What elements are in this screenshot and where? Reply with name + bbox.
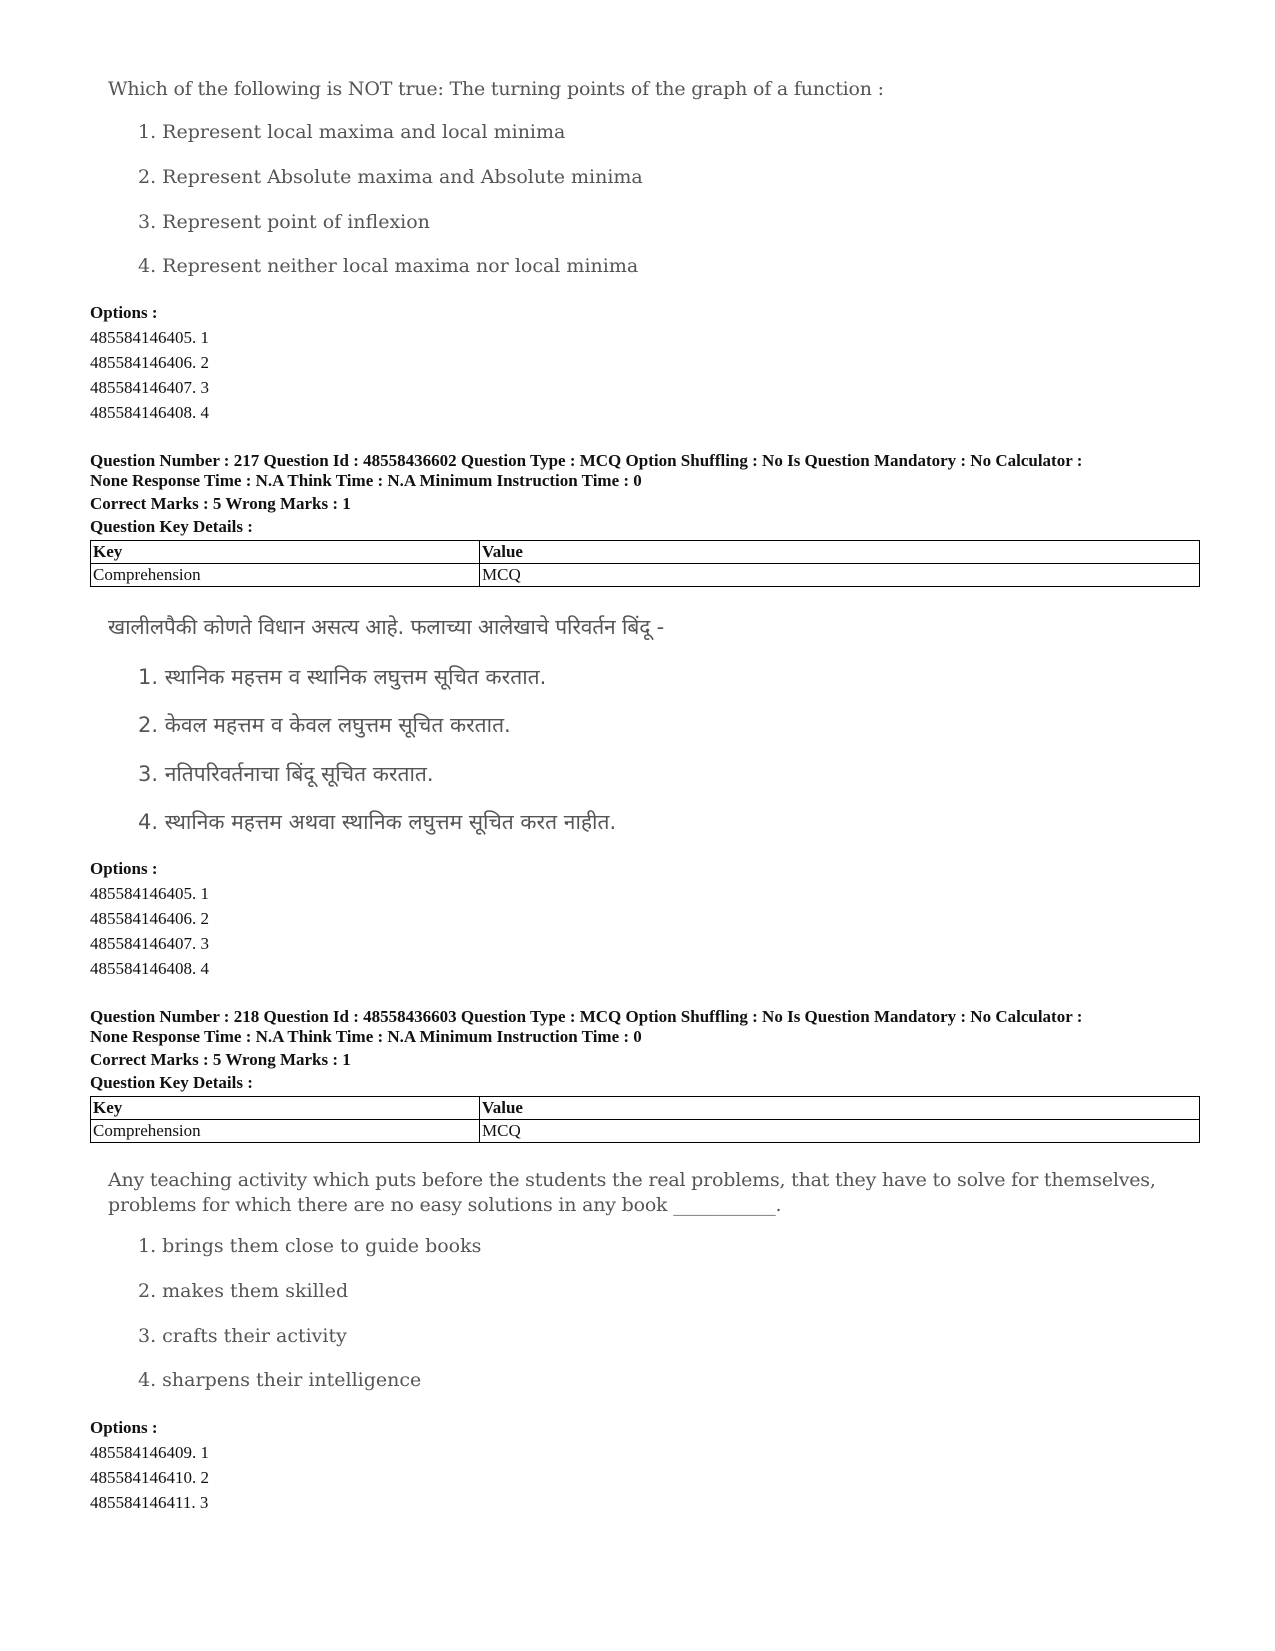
table-row <box>91 564 1200 587</box>
options-label: Options : <box>90 303 158 322</box>
question-option: 2. Represent Absolute maxima and Absolute minima <box>138 166 643 188</box>
marks-line: Correct Marks : 5 Wrong Marks : 1 <box>90 1050 351 1069</box>
question-option: 4. Represent neither local maxima nor local minima <box>138 255 639 277</box>
key-details-label: Question Key Details : <box>90 1073 253 1092</box>
question-info-line: Question Number : 217 Question Id : 48558436602 Question Type : MCQ Option Shuffling : No Is Question Mandatory : No Calculator : <box>90 451 1083 470</box>
table-header-row <box>91 541 1200 564</box>
question-option: 1. Represent local maxima and local minima <box>138 121 566 143</box>
question-info-line: None Response Time : N.A Think Time : N.A Minimum Instruction Time : 0 <box>90 471 642 490</box>
options-list-2 <box>90 856 209 981</box>
options-label: Options : <box>90 1418 158 1437</box>
question-option: 3. crafts their activity <box>138 1325 347 1347</box>
option-item: 485584146408. 4 <box>90 959 209 978</box>
table-header-row <box>91 1097 1200 1120</box>
option-item: 485584146406. 2 <box>90 909 209 928</box>
option-item: 485584146407. 3 <box>90 378 209 397</box>
option-item: 485584146411. 3 <box>90 1493 209 1512</box>
table-header-value: Value <box>480 1097 1200 1120</box>
question-image-1 <box>108 77 1188 277</box>
table-header-key: Key <box>91 541 480 564</box>
question-option: 2. makes them skilled <box>138 1280 349 1302</box>
question-option: 3. Represent point of inflexion <box>138 211 430 233</box>
table-header-value: Value <box>480 541 1200 564</box>
table-cell-key: Comprehension <box>91 1120 480 1143</box>
option-item: 485584146410. 2 <box>90 1468 209 1487</box>
key-details-table <box>90 540 1200 587</box>
key-details-label: Question Key Details : <box>90 517 253 536</box>
table-row <box>91 1120 1200 1143</box>
options-list-3 <box>90 1415 209 1515</box>
question-stem: Which of the following is NOT true: The turning points of the graph of a function : <box>108 78 884 100</box>
question-stem: Any teaching activity which puts before the students the real problems, that they have to solve for themselves, <box>108 1169 1156 1191</box>
question-option: 1. brings them close to guide books <box>138 1235 482 1257</box>
table-cell-value: MCQ <box>480 1120 1200 1143</box>
marks-line: Correct Marks : 5 Wrong Marks : 1 <box>90 494 351 513</box>
question-option: 1. स्थानिक महत्तम व स्थानिक लघुत्तम सूचित करतात. <box>138 665 547 689</box>
option-item: 485584146405. 1 <box>90 328 209 347</box>
question-info-line: Question Number : 218 Question Id : 48558436603 Question Type : MCQ Option Shuffling : No Is Question Mandatory : No Calculator : <box>90 1007 1083 1026</box>
options-label: Options : <box>90 859 158 878</box>
table-header-key: Key <box>91 1097 480 1120</box>
options-list-1 <box>90 300 209 425</box>
question-meta-218 <box>90 1007 1200 1143</box>
question-stem: problems for which there are no easy solutions in any book ___________. <box>108 1194 782 1216</box>
question-option: 4. स्थानिक महत्तम अथवा स्थानिक लघुत्तम सूचित करत नाहीत. <box>138 810 617 834</box>
question-option: 2. केवल महत्तम व केवल लघुत्तम सूचित करतात. <box>138 713 511 737</box>
key-details-table <box>90 1096 1200 1143</box>
option-item: 485584146406. 2 <box>90 353 209 372</box>
table-cell-value: MCQ <box>480 564 1200 587</box>
table-cell-key: Comprehension <box>91 564 480 587</box>
question-option: 4. sharpens their intelligence <box>138 1369 422 1391</box>
option-item: 485584146407. 3 <box>90 934 209 953</box>
option-item: 485584146408. 4 <box>90 403 209 422</box>
option-item: 485584146405. 1 <box>90 884 209 903</box>
question-image-2 <box>108 615 1188 834</box>
question-option: 3. नतिपरिवर्तनाचा बिंदू सूचित करतात. <box>138 762 434 786</box>
question-meta-217 <box>90 451 1200 587</box>
option-item: 485584146409. 1 <box>90 1443 209 1462</box>
question-info-line: None Response Time : N.A Think Time : N.A Minimum Instruction Time : 0 <box>90 1027 642 1046</box>
question-stem: खालीलपैकी कोणते विधान असत्य आहे. फलाच्या आलेखाचे परिवर्तन बिंदू - <box>108 615 665 639</box>
question-image-3 <box>108 1168 1188 1391</box>
